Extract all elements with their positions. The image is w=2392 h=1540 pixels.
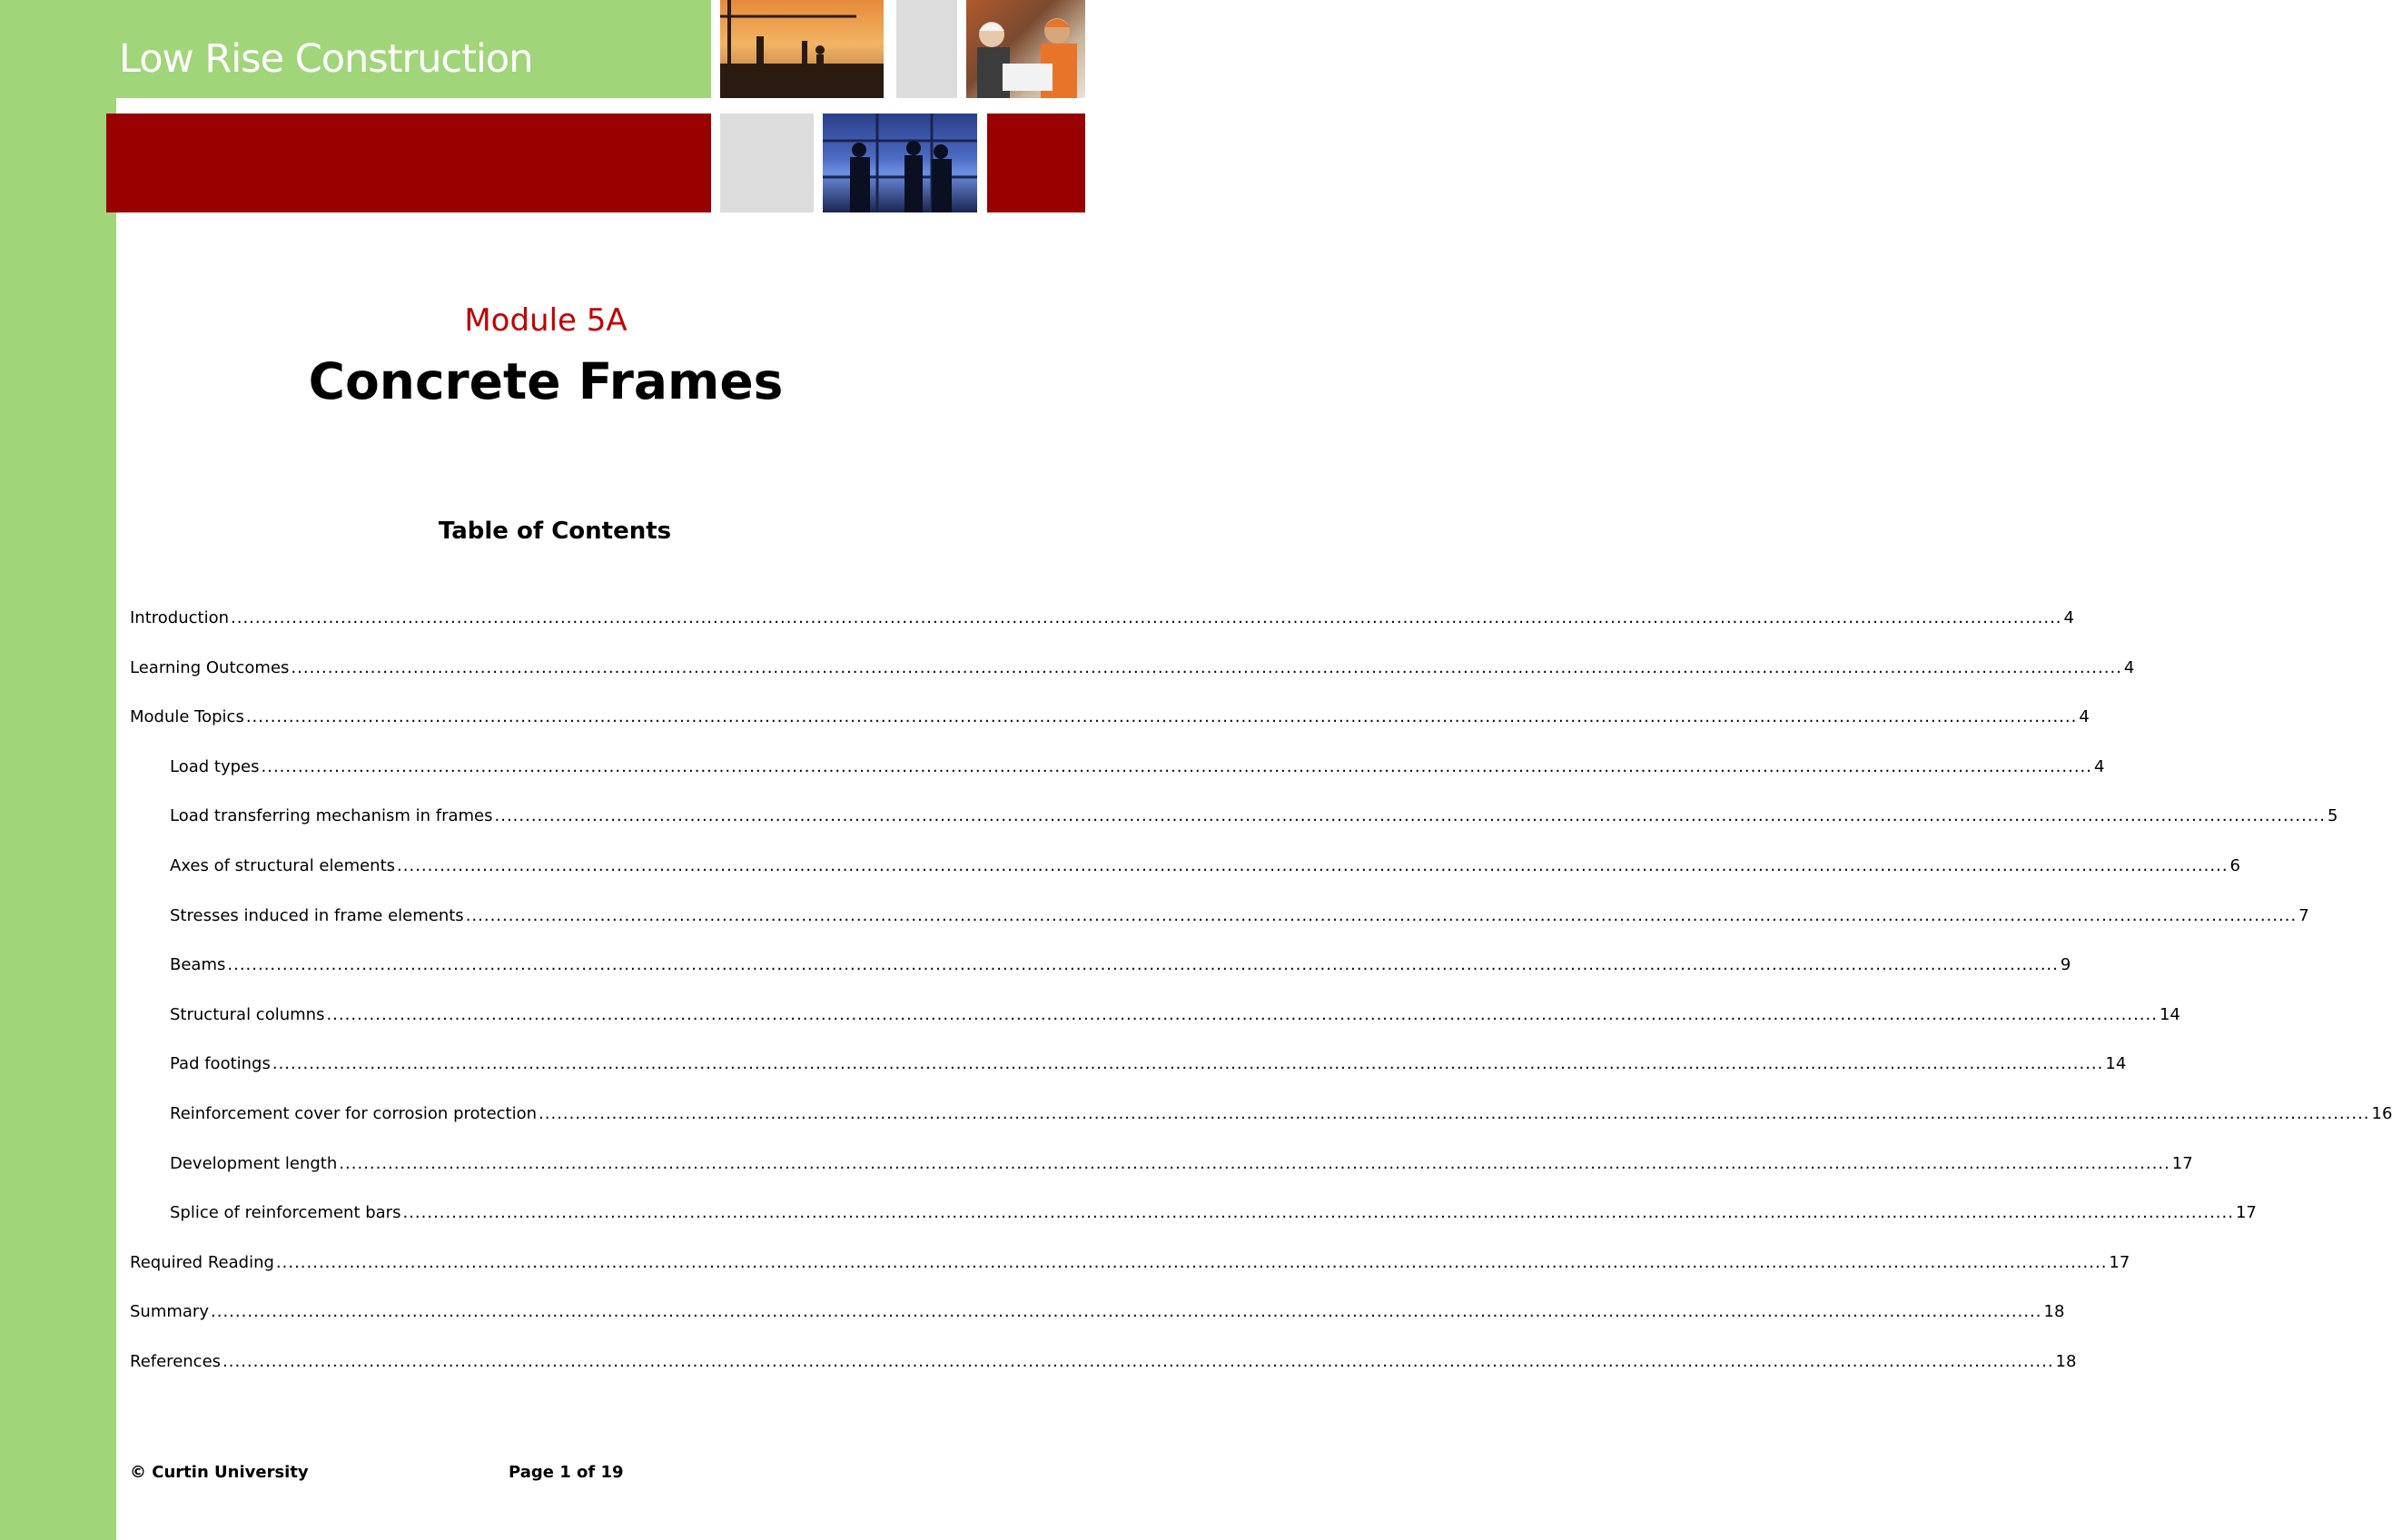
toc-entry[interactable] [130, 855, 2240, 908]
toc-entry-title: Structural columns [170, 1004, 325, 1024]
toc-leader-dots: ............................................................................................................................................................................................................................................................................................................ [539, 1103, 2370, 1123]
toc-entry-page: 16 [2371, 1103, 2392, 1123]
toc-leader-dots: ............................................................................................................................................................................................................................................................................................................ [245, 707, 2078, 727]
toc-entry[interactable] [130, 1054, 2127, 1106]
toc-leader-dots: ............................................................................................................................................................................................................................................................................................................ [326, 1004, 2158, 1024]
construction-crane-photo [720, 0, 884, 98]
toc-entry[interactable] [130, 756, 2105, 809]
toc-entry-title: Stresses induced in frame elements [170, 905, 464, 925]
workers-silhouette-photo [823, 114, 977, 212]
toc-entry-title: Load types [170, 756, 260, 776]
toc-entry-title: Required Reading [130, 1252, 274, 1272]
toc-entry-title: Load transferring mechanism in frames [170, 806, 493, 826]
toc-entry-page: 4 [2079, 707, 2090, 727]
document-title: Concrete Frames [308, 352, 784, 410]
toc-leader-dots: ............................................................................................................................................................................................................................................................................................................ [397, 855, 2229, 875]
toc-entry-page: 14 [2105, 1054, 2127, 1074]
toc-entry-page: 9 [2060, 955, 2071, 975]
toc-entry-title: Reinforcement cover for corrosion protection [170, 1103, 538, 1123]
toc-heading: Table of Contents [438, 518, 672, 545]
grey-tile [896, 0, 957, 98]
engineers-photo [966, 0, 1085, 98]
grey-tile-lower [720, 114, 814, 212]
toc-entry-title: Summary [130, 1302, 209, 1322]
toc-entry[interactable] [130, 1302, 2065, 1354]
toc-leader-dots: ............................................................................................................................................................................................................................................................................................................ [222, 1351, 2054, 1371]
toc-entry[interactable] [130, 1153, 2193, 1206]
toc-leader-dots: ............................................................................................................................................................................................................................................................................................................ [272, 1054, 2104, 1074]
toc-entry[interactable] [130, 1004, 2180, 1057]
toc-entry-title: Introduction [130, 608, 230, 627]
toc-entry-page: 18 [2043, 1302, 2065, 1322]
toc-leader-dots: ............................................................................................................................................................................................................................................................................................................ [211, 1302, 2042, 1322]
toc-entry-title: Pad footings [170, 1054, 271, 1074]
header-red-band [106, 114, 711, 212]
toc-entry[interactable] [130, 1203, 2257, 1255]
red-tile [987, 114, 1085, 212]
toc-entry-title: Learning Outcomes [130, 657, 290, 677]
toc-entry[interactable] [130, 1351, 2077, 1404]
table-of-contents [130, 608, 2392, 1404]
toc-entry[interactable] [130, 608, 2074, 660]
toc-entry-page: 4 [2123, 657, 2135, 677]
toc-entry-title: Beams [170, 955, 226, 975]
toc-leader-dots: ............................................................................................................................................................................................................................................................................................................ [227, 955, 2059, 975]
toc-entry-page: 4 [2094, 756, 2105, 776]
toc-entry[interactable] [130, 1103, 2392, 1156]
toc-leader-dots: ............................................................................................................................................................................................................................................................................................................ [402, 1203, 2234, 1223]
toc-entry[interactable] [130, 806, 2338, 858]
toc-leader-dots: ............................................................................................................................................................................................................................................................................................................ [291, 657, 2122, 677]
toc-entry-page: 17 [2109, 1252, 2130, 1272]
toc-leader-dots: ............................................................................................................................................................................................................................................................................................................ [231, 608, 2062, 627]
toc-entry-page: 17 [2171, 1153, 2193, 1173]
module-label: Module 5A [464, 302, 628, 339]
toc-entry[interactable] [130, 905, 2309, 958]
toc-entry-title: Module Topics [130, 707, 244, 727]
toc-leader-dots: ............................................................................................................................................................................................................................................................................................................ [339, 1153, 2170, 1173]
toc-entry-title: Splice of reinforcement bars [170, 1203, 401, 1223]
toc-entry-page: 7 [2298, 905, 2309, 925]
toc-entry[interactable] [130, 657, 2135, 710]
toc-entry-page: 17 [2235, 1203, 2257, 1223]
toc-leader-dots: ............................................................................................................................................................................................................................................................................................................ [465, 905, 2298, 925]
header-title: Low Rise Construction [119, 36, 533, 82]
toc-entry[interactable] [130, 1252, 2130, 1305]
toc-entry-page: 18 [2055, 1351, 2077, 1371]
footer-page-number: Page 1 of 19 [509, 1463, 624, 1482]
toc-entry-page: 14 [2159, 1004, 2180, 1024]
toc-entry-page: 6 [2229, 855, 2240, 875]
toc-leader-dots: ............................................................................................................................................................................................................................................................................................................ [261, 756, 2093, 776]
toc-entry[interactable] [130, 707, 2090, 759]
toc-entry-page: 5 [2328, 806, 2338, 826]
toc-entry[interactable] [130, 955, 2071, 1007]
toc-entry-title: Development length [170, 1153, 338, 1173]
toc-entry-title: References [130, 1351, 222, 1371]
toc-entry-page: 4 [2063, 608, 2074, 627]
toc-leader-dots: ............................................................................................................................................................................................................................................................................................................ [494, 806, 2327, 826]
toc-entry-title: Axes of structural elements [170, 855, 396, 875]
left-green-bar [0, 0, 116, 1540]
footer-copyright: © Curtin University [130, 1463, 309, 1482]
toc-leader-dots: ............................................................................................................................................................................................................................................................................................................ [275, 1252, 2108, 1272]
